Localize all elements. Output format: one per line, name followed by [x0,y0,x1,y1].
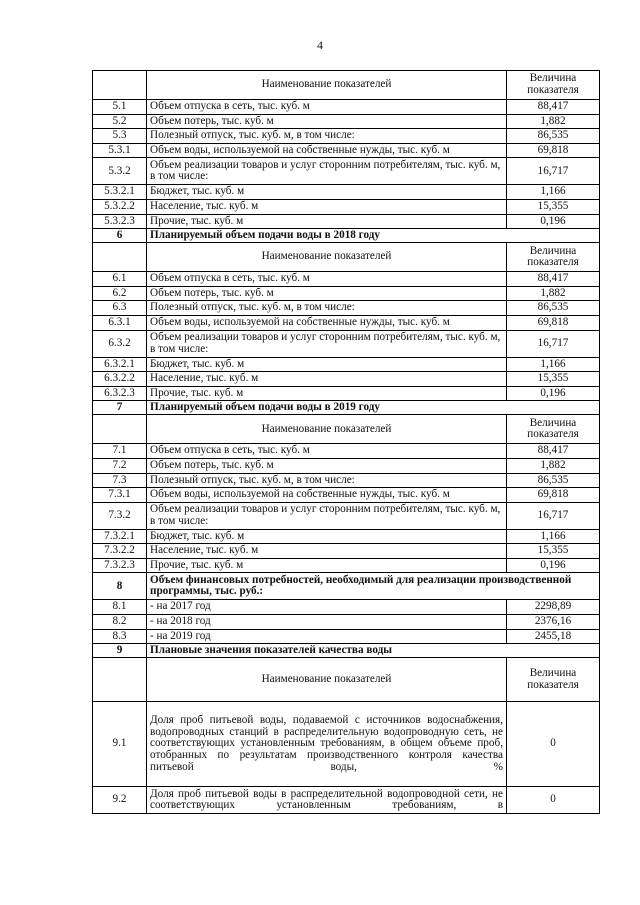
table-header-row [93,658,600,702]
row-value: 88,417 [507,100,600,115]
table-row [93,600,600,615]
row-value: 1,166 [507,529,600,544]
table-row [93,357,600,372]
table-row [93,158,600,185]
row-value: 15,355 [507,199,600,214]
row-value: 2455,18 [507,629,600,644]
table-row [93,444,600,459]
header-value-cell: Величина показателя [507,243,600,272]
row-indicator-name: Объем реализации товаров и услуг сторонним потребителям, тыс. куб. м, в том числе: [147,502,507,529]
row-number: 7.3.2.3 [93,558,147,573]
page-number: 4 [317,38,323,52]
row-number: 6.3 [93,301,147,316]
row-number: 7.3 [93,473,147,488]
table-row [93,214,600,229]
row-indicator-name: Полезный отпуск, тыс. куб. м, в том числе: [147,129,507,144]
row-indicator-name: Объем отпуска в сеть, тыс. куб. м [147,100,507,115]
row-indicator-name: Прочие, тыс. куб. м [147,386,507,401]
row-indicator-name: Объем реализации товаров и услуг сторонним потребителям, тыс. куб. м, в том числе: [147,158,507,185]
row-indicator-name: Объем отпуска в сеть, тыс. куб. м [147,444,507,459]
section-number: 9 [93,644,147,658]
row-indicator-name: Бюджет, тыс. куб. м [147,357,507,372]
row-number: 7.1 [93,444,147,459]
row-number: 5.3.2.1 [93,185,147,200]
table-row [93,301,600,316]
table-row [93,629,600,644]
row-value: 16,717 [507,158,600,185]
table-row [93,458,600,473]
section-row [93,401,600,415]
row-number: 7.2 [93,458,147,473]
table-row [93,787,600,814]
table-row [93,386,600,401]
table-row [93,330,600,357]
table-row [93,114,600,129]
table-row [93,473,600,488]
section-number: 8 [93,573,147,600]
table-row [93,286,600,301]
section-row [93,573,600,600]
table-row [93,272,600,287]
row-indicator-name: Объем воды, используемой на собственные нужды, тыс. куб. м [147,488,507,503]
row-value: 86,535 [507,473,600,488]
row-value: 86,535 [507,129,600,144]
row-number: 7.3.2.1 [93,529,147,544]
row-number: 5.3.2.2 [93,199,147,214]
row-number: 5.2 [93,114,147,129]
table-row [93,185,600,200]
table-row [93,529,600,544]
header-number-cell [93,658,147,702]
row-indicator-name: Полезный отпуск, тыс. куб. м, в том числе: [147,301,507,316]
row-value: 1,166 [507,185,600,200]
row-indicator-name: Объем отпуска в сеть, тыс. куб. м [147,272,507,287]
header-name-cell: Наименование показателей [147,415,507,444]
row-indicator-name: Население, тыс. куб. м [147,372,507,387]
row-value: 0,196 [507,386,600,401]
row-indicator-name: Население, тыс. куб. м [147,544,507,559]
section-title: Объем финансовых потребностей, необходимый для реализации производственной программы, тыс. руб.: [147,573,600,600]
row-number: 6.3.2.2 [93,372,147,387]
row-value: 0 [507,787,600,814]
header-name-cell: Наименование показателей [147,71,507,100]
table-header-row [93,71,600,100]
section-row [93,644,600,658]
table-row [93,558,600,573]
table-row [93,488,600,503]
row-number: 6.3.2.3 [93,386,147,401]
row-number: 5.3 [93,129,147,144]
row-number: 5.3.1 [93,143,147,158]
section-row [93,229,600,243]
row-number: 7.3.2.2 [93,544,147,559]
row-number: 7.3.2 [93,502,147,529]
row-number: 6.3.1 [93,315,147,330]
table-row [93,315,600,330]
row-indicator-name: Прочие, тыс. куб. м [147,214,507,229]
header-name-cell: Наименование показателей [147,658,507,702]
section-number: 6 [93,229,147,243]
table-row [93,372,600,387]
section-title: Планируемый объем подачи воды в 2018 году [147,229,600,243]
row-value: 15,355 [507,544,600,559]
indicators-table [92,70,600,814]
row-indicator-name: - на 2019 год [147,629,507,644]
row-indicator-name: Объем потерь, тыс. куб. м [147,458,507,473]
row-number: 6.3.2.1 [93,357,147,372]
row-indicator-name: - на 2017 год [147,600,507,615]
table-row [93,702,600,787]
row-number: 8.3 [93,629,147,644]
row-value: 69,818 [507,315,600,330]
row-number: 8.1 [93,600,147,615]
row-number: 6.3.2 [93,330,147,357]
row-value: 16,717 [507,502,600,529]
row-indicator-name: Объем воды, используемой на собственные нужды, тыс. куб. м [147,143,507,158]
row-indicator-name: Население, тыс. куб. м [147,199,507,214]
row-value: 0,196 [507,558,600,573]
row-indicator-name: Бюджет, тыс. куб. м [147,185,507,200]
table-header-row [93,415,600,444]
table-header-row [93,243,600,272]
row-value: 2376,16 [507,615,600,630]
table-row [93,199,600,214]
row-number: 8.2 [93,615,147,630]
row-value: 2298,89 [507,600,600,615]
row-value: 69,818 [507,488,600,503]
row-number: 7.3.1 [93,488,147,503]
section-number: 7 [93,401,147,415]
row-indicator-name: Объем воды, используемой на собственные нужды, тыс. куб. м [147,315,507,330]
row-value: 1,882 [507,458,600,473]
table-row [93,143,600,158]
row-number: 9.1 [93,702,147,787]
section-title: Плановые значения показателей качества воды [147,644,600,658]
row-value: 1,882 [507,114,600,129]
table-row [93,615,600,630]
row-number: 6.1 [93,272,147,287]
header-number-cell [93,71,147,100]
header-number-cell [93,415,147,444]
row-indicator-name: Прочие, тыс. куб. м [147,558,507,573]
row-indicator-name: Объем потерь, тыс. куб. м [147,114,507,129]
header-value-cell: Величина показателя [507,658,600,702]
row-value: 88,417 [507,444,600,459]
header-name-cell: Наименование показателей [147,243,507,272]
row-number: 5.3.2 [93,158,147,185]
row-value: 15,355 [507,372,600,387]
row-number: 9.2 [93,787,147,814]
row-value: 1,166 [507,357,600,372]
row-indicator-name: Полезный отпуск, тыс. куб. м, в том числе: [147,473,507,488]
table-row [93,544,600,559]
table-row [93,502,600,529]
section-title: Планируемый объем подачи воды в 2019 году [147,401,600,415]
row-indicator-name: Доля проб питьевой воды, подаваемой с источников водоснабжения, водопроводных станций в распределительную водопроводную сеть, не соответствующих установленным требованиям, в общем объеме проб, отобранных по результатам производственного контроля качества питьевой воды, % [147,702,507,787]
row-indicator-name: Бюджет, тыс. куб. м [147,529,507,544]
header-value-cell: Величина показателя [507,71,600,100]
row-value: 86,535 [507,301,600,316]
row-indicator-name: Объем потерь, тыс. куб. м [147,286,507,301]
row-value: 16,717 [507,330,600,357]
row-value: 88,417 [507,272,600,287]
row-value: 0 [507,702,600,787]
row-number: 6.2 [93,286,147,301]
row-indicator-name: Объем реализации товаров и услуг сторонним потребителям, тыс. куб. м, в том числе: [147,330,507,357]
row-indicator-name: Доля проб питьевой воды в распределительной водопроводной сети, не соответствующих установленным требованиям, в [147,787,507,814]
row-number: 5.3.2.3 [93,214,147,229]
table-row [93,129,600,144]
row-value: 0,196 [507,214,600,229]
header-number-cell [93,243,147,272]
header-value-cell: Величина показателя [507,415,600,444]
row-value: 1,882 [507,286,600,301]
row-value: 69,818 [507,143,600,158]
row-number: 5.1 [93,100,147,115]
row-indicator-name: - на 2018 год [147,615,507,630]
table-row [93,100,600,115]
